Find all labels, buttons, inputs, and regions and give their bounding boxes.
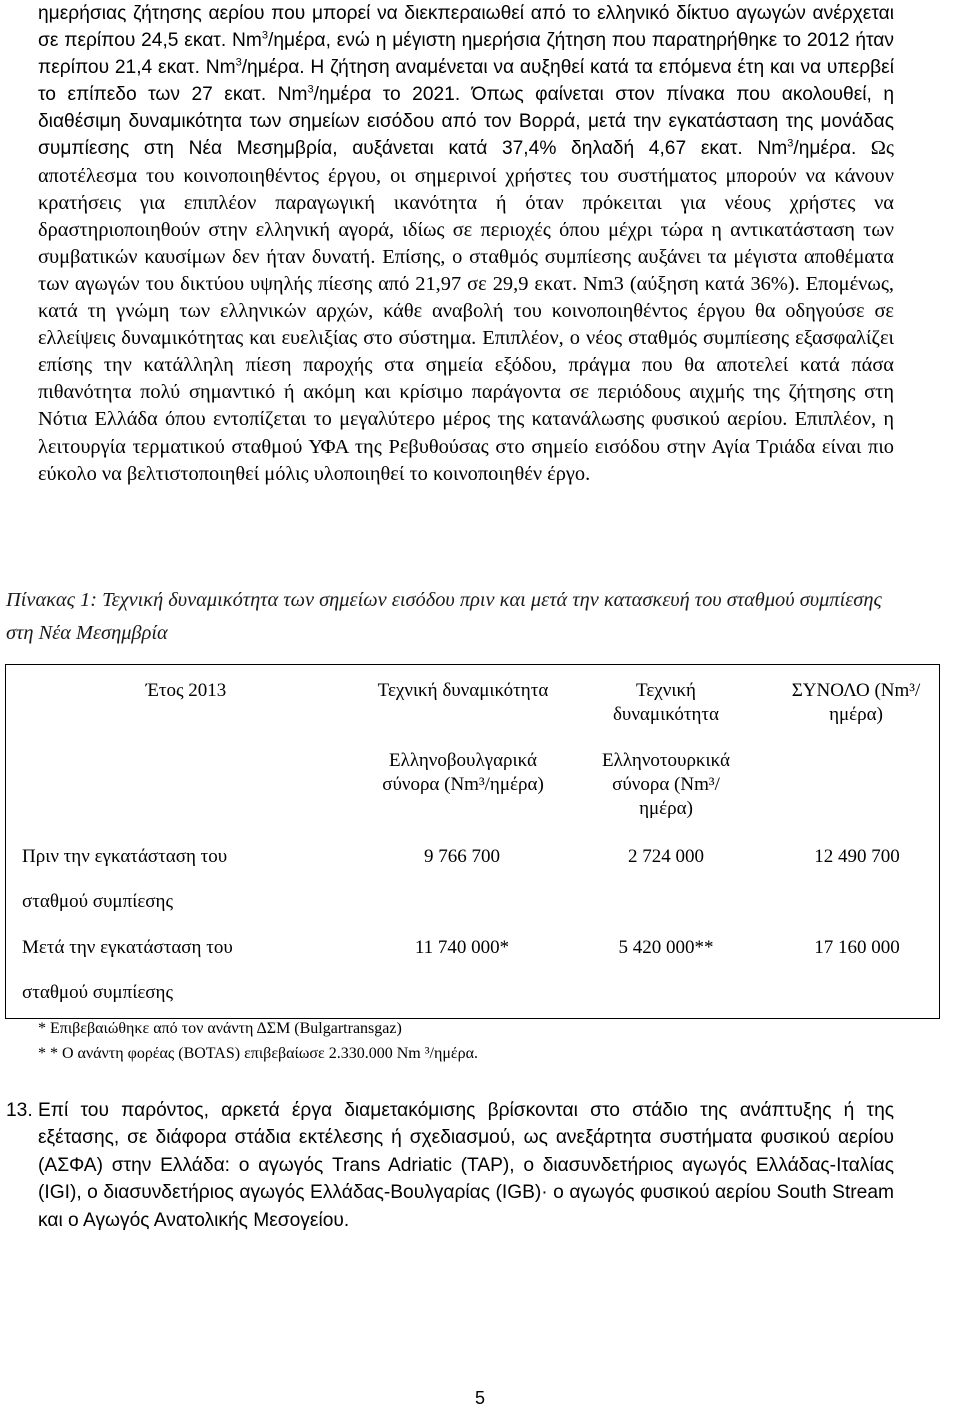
superscript-3: 3 [261, 29, 269, 42]
row-before-label-a: Πριν την εγκατάσταση του [22, 846, 228, 867]
row-after-label-a: Μετά την εγκατάσταση του [22, 937, 233, 958]
intro-paragraph [38, 0, 894, 488]
row-after-total-value: 17 160 000 [814, 937, 900, 958]
footnote-1: * Επιβεβαιώθηκε από τον ανάντη ΔΣΜ (Bulgartransgaz) [38, 1020, 402, 1037]
row-after-label-b: σταθμού συμπίεσης [22, 982, 173, 1003]
table-header-bg-b: Ελληνοβουλγαρικά σύνορα (Nm³/ημέρα) [382, 750, 544, 795]
table-header-bg-a: Τεχνική δυναμικότητα [377, 680, 549, 701]
row-after-bg-value: 11 740 000* [414, 937, 510, 958]
paragraph-text-3: /ημέρα. Η ζήτηση αναμένεται να αυξηθεί κατά τα επόμενα έτη και να υπερβεί το επίπεδο των 27 εκατ. Nm [38, 57, 894, 106]
table-header-year: Έτος 2013 [145, 680, 227, 701]
row-after-tr-value: 5 420 000** [618, 937, 714, 958]
table-header-total: ΣΥΝΟΛΟ (Nm³/ημέρα) [791, 680, 921, 725]
row-before-label-b: σταθμού συμπίεσης [22, 891, 173, 912]
row-before-total-value: 12 490 700 [814, 846, 900, 867]
superscript-3: 3 [787, 138, 794, 151]
footnote-2: * * Ο ανάντη φορέας (BOTAS) επιβεβαίωσε 2.330.000 Nm ³/ημέρα. [38, 1045, 479, 1062]
row-before-tr-value: 2 724 000 [628, 846, 704, 867]
row-before-bg-value: 9 766 700 [424, 846, 500, 867]
paragraph-text-5: /ημέρα. [793, 138, 857, 160]
paragraph-text-4: /ημέρα το 2021. Όπως φαίνεται στον πίνακα που ακολουθεί, η διαθέσιμη δυναμικότητα των σημείων εισόδου από τον Βορρά, μετά την εγκατάσταση της μονάδας συμπίεσης στη Νέα Μεσημβρία, αυξάνεται κατά 37,4% δηλαδή 4,67 εκατ. Nm [38, 84, 894, 160]
superscript-3: 3 [307, 83, 314, 96]
capacity-table [5, 664, 940, 1019]
page-number: 5 [474, 1388, 485, 1408]
item-number: 13. [6, 1100, 33, 1121]
paragraph-text-1: ημερήσιας ζήτησης αερίου που μπορεί να διεκπεραιωθεί από το ελληνικό δίκτυο αγωγών ανέρχεται σε περίπου 24,5 εκατ. Nm [38, 3, 894, 52]
superscript-3: 3 [235, 56, 242, 69]
paragraph-text-2: /ημέρα, ενώ η μέγιστη ημερήσια ζήτηση που παρατηρήθηκε το 2012 ήταν περίπου 21,4 εκατ. Nm [38, 30, 894, 79]
table-caption: Πίνακας 1: Τεχνική δυναμικότητα των σημείων εισόδου πριν και μετά την κατασκευή του σταθμού συμπίεσης στη Νέα Μεσημβρία [6, 589, 882, 644]
table-footnotes [38, 1016, 478, 1066]
table-header-tr-a: Τεχνική δυναμικότητα [612, 680, 720, 725]
table-header-tr-b: Ελληνοτουρκικά σύνορα (Nm³/ημέρα) [602, 750, 730, 819]
paragraph-text-6: Ως αποτέλεσμα του κοινοποιηθέντος έργου, οι σημερινοί χρήστες του συστήματος μπορούν να κάνουν κρατήσεις για επιπλέον παραγωγική ικανότητα ή όταν πρόκειται για νέους χρήστες να δραστηριοποιηθούν στην ελληνική αγορά, ιδίως σε περιοχές όπου μέχρι τώρα η αντικατάσταση των συμβατικών καυσίμων δεν ήταν δυνατή. Επίσης, ο σταθμός συμπίεσης αυξάνει τα μέγιστα αποθέματα των αγωγών του δικτύου υψηλής πίεσης από 21,97 σε 29,9 εκατ. Nm3 (αύξηση κατά 36%). Επομένως, κατά τη γνώμη των ελληνικών αρχών, κάθε αναβολή του κοινοποιηθέντος έργου θα οδηγούσε σε ελλείψεις δυναμικότητας και ευελιξίας στο σύστημα. Επιπλέον, ο νέος σταθμός συμπίεσης εξασφαλίζει επίσης την κατάλληλη πίεση παροχής στα σημεία εξόδου, πράγμα που θα αποτελεί κατά πάσα πιθανότητα πολύ σημαντικό ή ακόμη και κρίσιμο παράγοντα σε περιόδους αιχμής της ζήτησης στη Νότια Ελλάδα όπου εντοπίζεται το μεγαλύτερο μέρος της κατανάλωσης φυσικού αερίου. Επιπλέον, η λειτουργία τερματικού σταθμού ΥΦΑ της Ρεβυθούσας στο σημείο εισόδου στην Αγία Τριάδα είναι πιο εύκολο να βελτιστοποιηθεί μόλις υλοποιηθεί το κοινοποιηθέν έργο. [38, 137, 894, 485]
item-13-text: Επί του παρόντος, αρκετά έργα διαμετακόμισης βρίσκονται στο στάδιο της ανάπτυξης ή της εξέτασης, σε διάφορα στάδια εκτέλεσης ή σχεδιασμού, ως ανεξάρτητα συστήματα φυσικού αερίου (ΑΣΦΑ) στην Ελλάδα: ο αγωγός Trans Adriatic (TAP), ο διασυνδετήριος αγωγός Ελλάδας-Ιταλίας (IGI), ο διασυνδετήριος αγωγός Ελλάδας-Βουλγαρίας (IGB)· ο αγωγός φυσικού αερίου South Stream και ο Αγωγός Ανατολικής Μεσογείου. [38, 1100, 894, 1231]
